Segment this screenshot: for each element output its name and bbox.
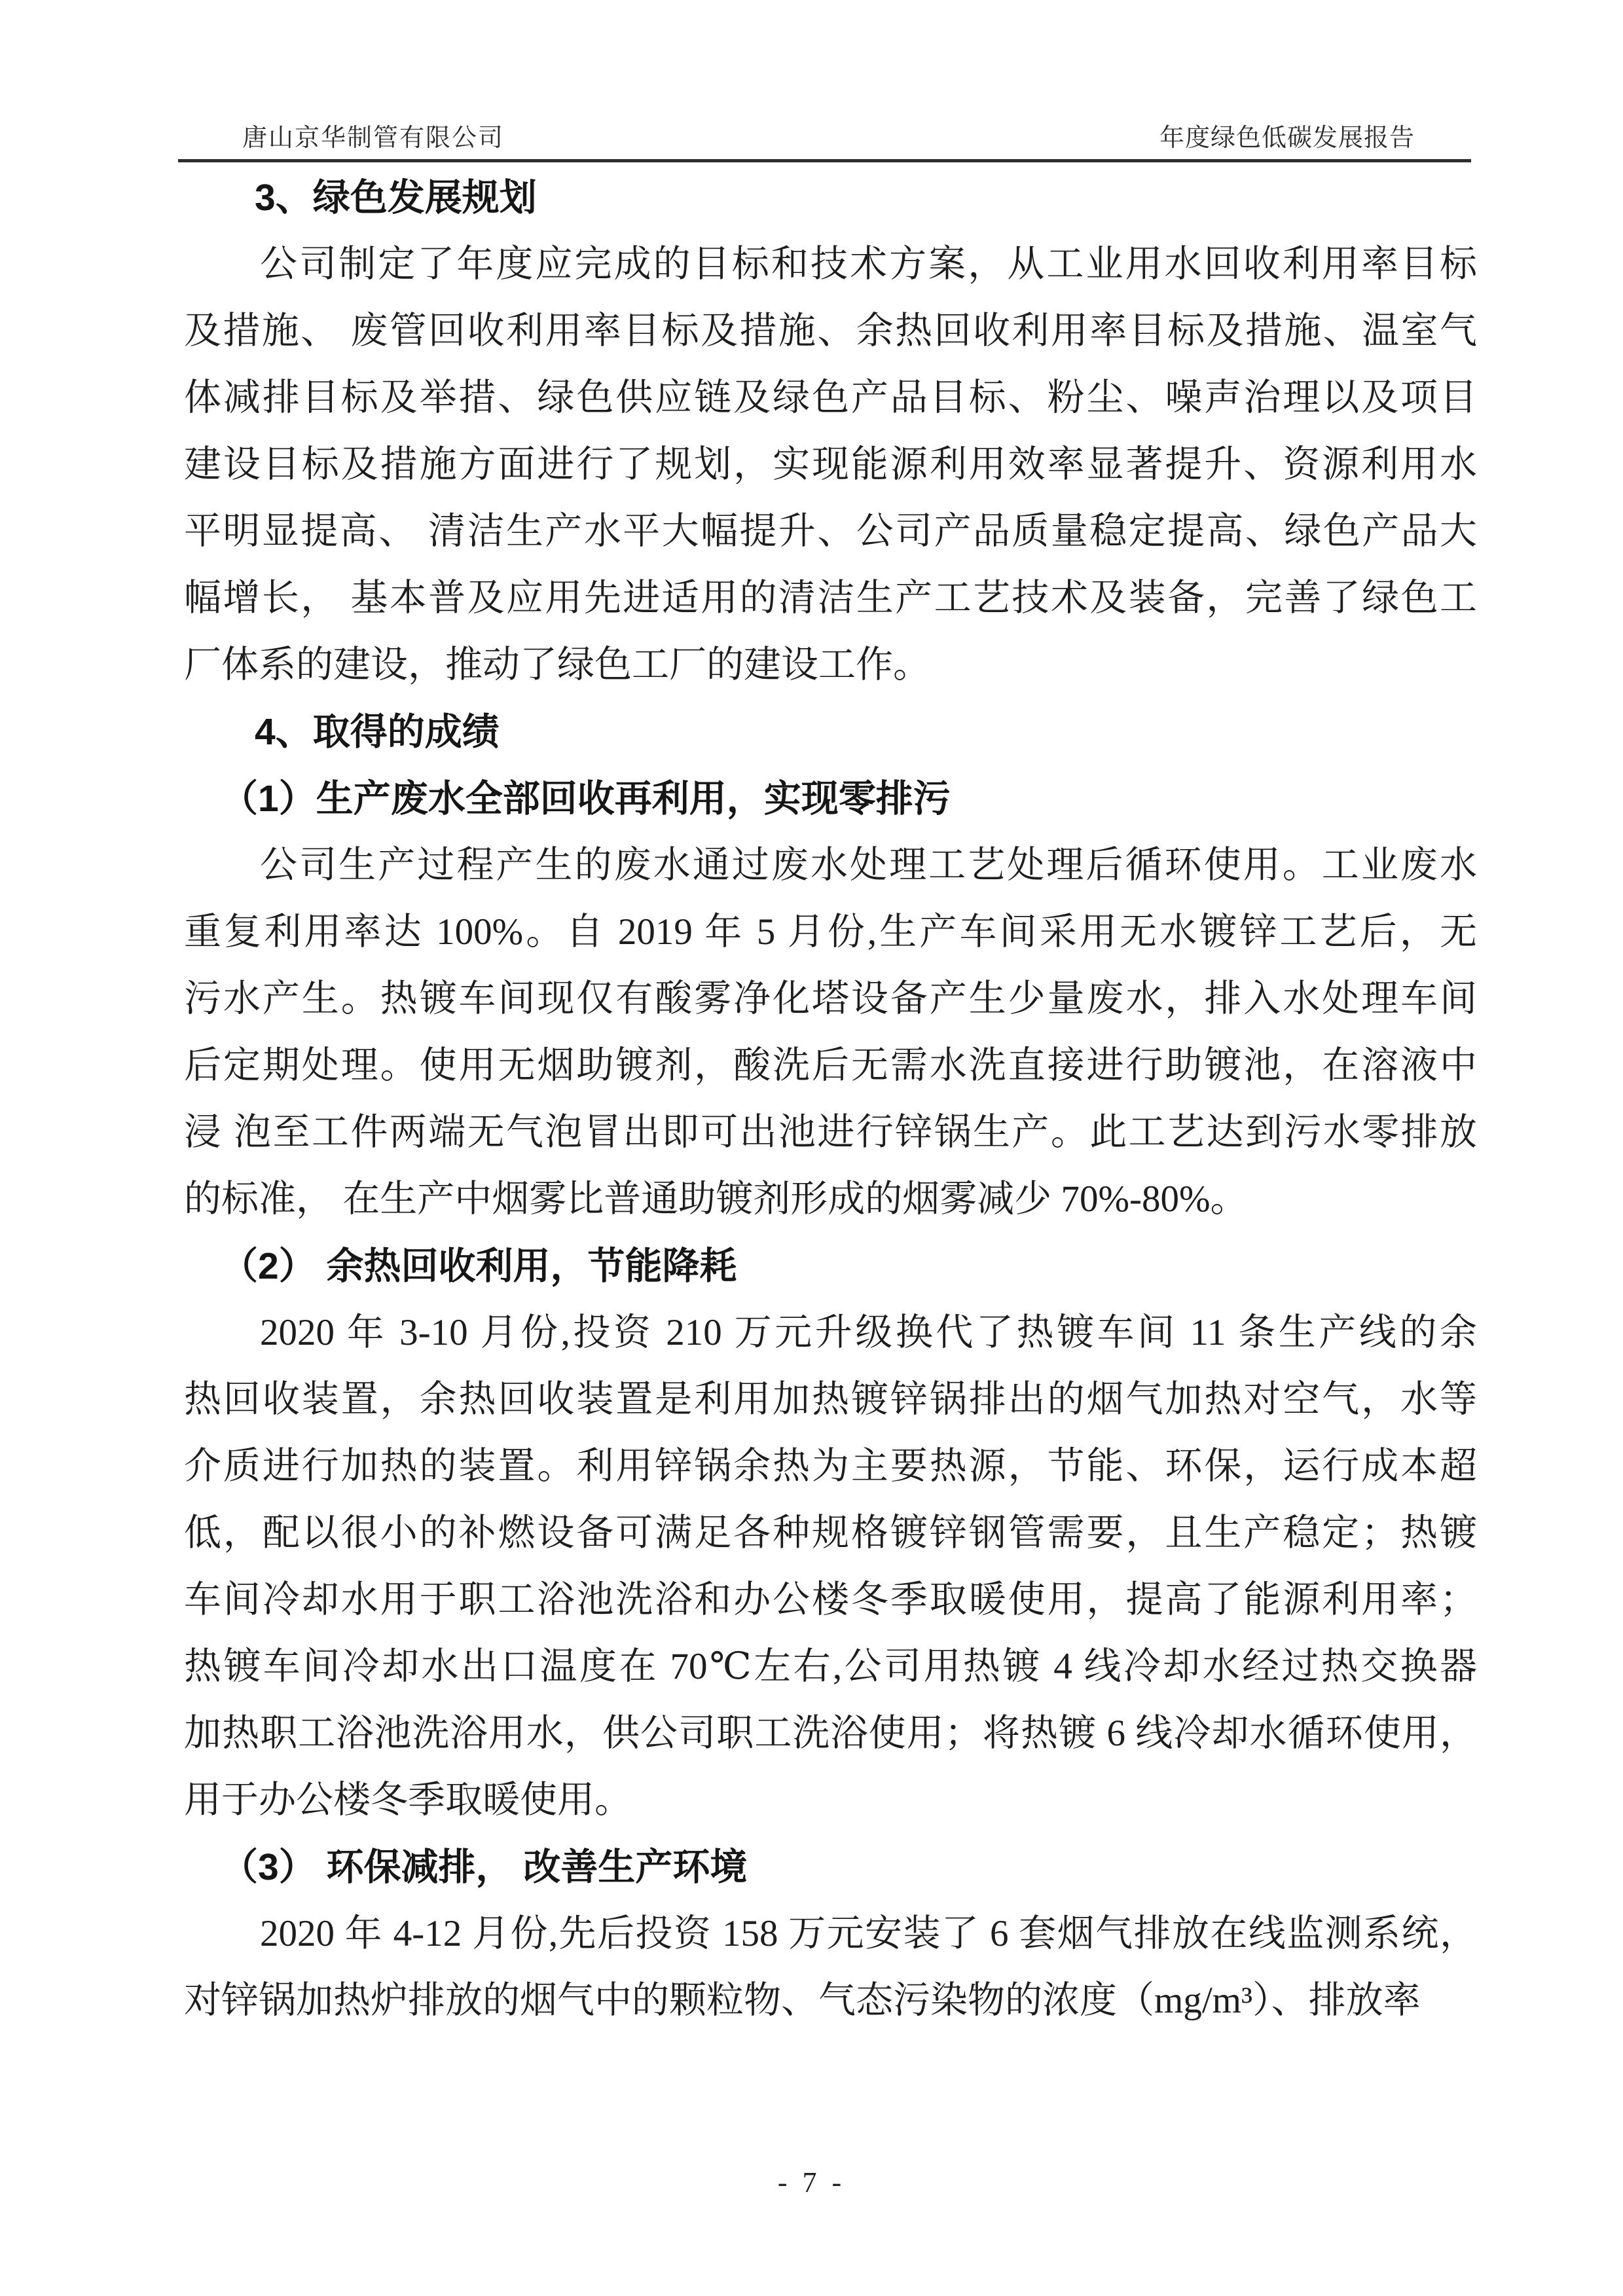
text-line: 厂体系的建设，推动了绿色工厂的建设工作。	[184, 644, 930, 685]
section-heading-achievements: 4、取得的成绩	[255, 711, 500, 753]
text-line: 浸 泡至工件两端无气泡冒出即可出池进行锌锅生产。此工艺达到污水零排放	[184, 1112, 1477, 1153]
text-line: 用于办公楼冬季取暖使用。	[184, 1779, 632, 1821]
text-line: 热回收装置，余热回收装置是利用加热镀锌锅排出的烟气加热对空气，水等	[184, 1379, 1477, 1420]
subsection-heading-wastewater-recycling: （1）生产废水全部回收再利用，实现零排污	[221, 778, 951, 820]
paragraph-wastewater-recycling	[184, 832, 1477, 1233]
header-company-name: 唐山京华制管有限公司	[242, 124, 505, 152]
header-divider-rule	[178, 159, 1471, 162]
text-line: 热镀车间冷却水出口温度在 70℃左右,公司用热镀 4 线冷却水经过热交换器	[184, 1646, 1477, 1687]
text-line: 平明显提高、 清洁生产水平大幅提升、公司产品质量稳定提高、绿色产品大	[184, 511, 1477, 552]
text-line: 及措施、 废管回收利用率目标及措施、余热回收利用率目标及措施、温室气	[184, 310, 1477, 352]
paragraph-green-development-plan	[184, 231, 1477, 699]
text-line: 重复利用率达 100%。自 2019 年 5 月份,生产车间采用无水镀锌工艺后，无	[184, 911, 1477, 953]
text-line: 加热职工浴池洗浴用水，供公司职工洗浴使用；将热镀 6 线冷却水循环使用，	[184, 1713, 1477, 1754]
text-line: 的标准， 在生产中烟雾比普通助镀剂形成的烟雾减少 70%-80%。	[184, 1178, 1248, 1220]
text-line: 污水产生。热镀车间现仅有酸雾净化塔设备产生少量废水，排入水处理车间	[184, 978, 1477, 1019]
text-line: 车间冷却水用于职工浴池洗浴和办公楼冬季取暖使用，提高了能源利用率；	[184, 1579, 1477, 1620]
text-line: 低，配以很小的补燃设备可满足各种规格镀锌钢管需要，且生产稳定；热镀	[184, 1512, 1477, 1554]
section-heading-green-development-plan: 3、绿色发展规划	[255, 177, 537, 219]
text-line: 介质进行加热的装置。利用锌锅余热为主要热源，节能、环保，运行成本超	[184, 1446, 1477, 1487]
text-line: 幅增长， 基本普及应用先进适用的清洁生产工艺技术及装备，完善了绿色工	[184, 577, 1477, 619]
text-line: 公司制定了年度应完成的目标和技术方案，从工业用水回收利用率目标	[260, 244, 1477, 285]
paragraph-emission-reduction	[184, 1901, 1477, 2034]
text-line: 2020 年 4-12 月份,先后投资 158 万元安装了 6 套烟气排放在线监测系统，	[260, 1913, 1477, 1954]
text-line: 后定期处理。使用无烟助镀剂，酸洗后无需水洗直接进行助镀池，在溶液中	[184, 1045, 1477, 1086]
text-line: 公司生产过程产生的废水通过废水处理工艺处理后循环使用。工业废水	[260, 845, 1477, 886]
header-report-title: 年度绿色低碳发展报告	[1159, 124, 1415, 152]
document-body	[184, 164, 1477, 2034]
subsection-heading-waste-heat-recovery: （2） 余热回收利用，节能降耗	[221, 1245, 737, 1287]
subsection-heading-emission-reduction: （3） 环保减排， 改善生产环境	[221, 1846, 748, 1888]
page-number: - 7 -	[777, 2166, 846, 2198]
text-line: 2020 年 3-10 月份,投资 210 万元升级换代了热镀车间 11 条生产线的余	[260, 1312, 1477, 1353]
text-line: 体减排目标及举措、绿色供应链及绿色产品目标、粉尘、噪声治理以及项目	[184, 377, 1477, 418]
text-line: 对锌锅加热炉排放的烟气中的颗粒物、气态污染物的浓度（mg/m³）、排放率	[184, 1980, 1421, 2021]
text-line: 建设目标及措施方面进行了规划，实现能源利用效率显著提升、资源利用水	[184, 444, 1477, 485]
paragraph-waste-heat-recovery	[184, 1300, 1477, 1834]
